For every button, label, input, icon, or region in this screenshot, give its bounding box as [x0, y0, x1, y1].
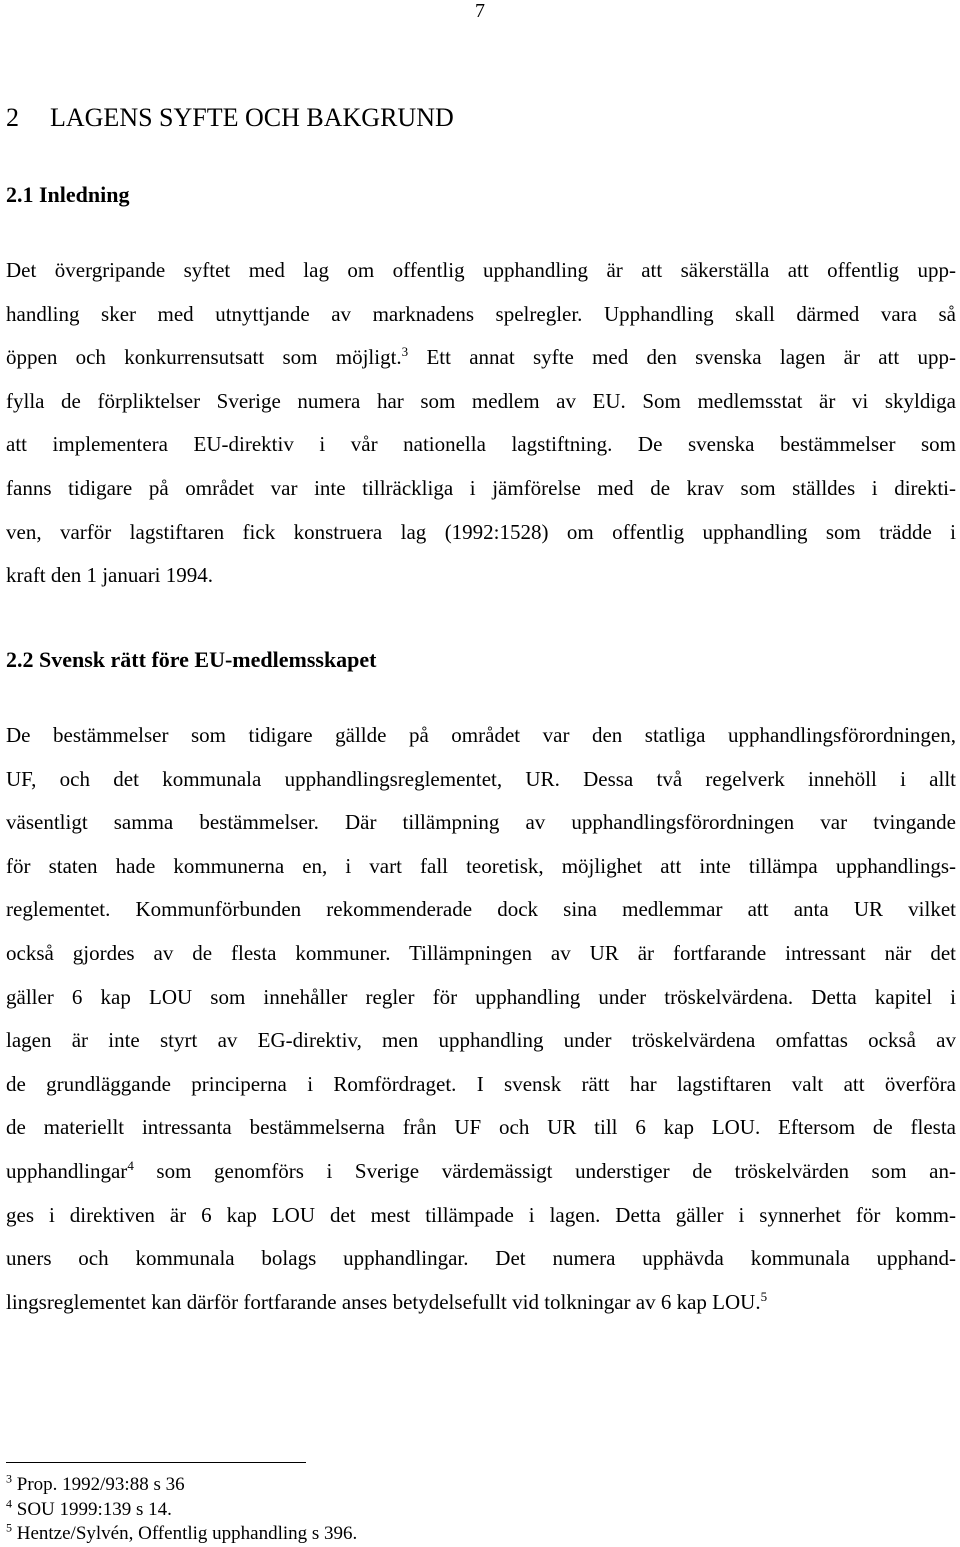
text-run: UF, och det kommunala upphandlingsreglementet, UR. Dessa två regelverk innehöll i allt	[6, 766, 956, 791]
text-line	[6, 467, 956, 511]
text-run: reglementet. Kommunförbunden rekommenderade dock sina medlemmar att anta UR vilket	[6, 897, 956, 922]
text-run: kraft den 1 januari 1994.	[6, 563, 214, 588]
text-line	[6, 1150, 956, 1194]
footnote-ref: 4	[127, 1157, 134, 1173]
text-run: handling sker med utnyttjande av marknadens spelregler. Upphandling skall därmed vara så	[6, 301, 956, 326]
text-run: uners och kommunala bolags upphandlingar. Det numera upphävda kommunala upphand-	[6, 1246, 956, 1271]
footnote-item	[6, 1473, 906, 1498]
chapter-number: 2	[6, 103, 19, 132]
text-line	[6, 293, 956, 337]
text-line	[6, 714, 956, 758]
text-run: fanns tidigare på området var inte tillräckliga i jämförelse med de krav som ställdes i direkti-	[6, 475, 956, 500]
footnote-item	[6, 1498, 906, 1523]
footnote-item	[6, 1522, 906, 1547]
text-line	[6, 336, 956, 380]
text-line	[6, 758, 956, 802]
text-run: väsentligt samma bestämmelser. Där tillämpning av upphandlingsförordningen var tvingande	[6, 810, 956, 835]
footnote-text: Hentze/Sylvén, Offentlig upphandling s 396.	[12, 1523, 358, 1544]
text-run: De bestämmelser som tidigare gällde på området var den statliga upphandlingsförordningen,	[6, 723, 956, 747]
text-line	[6, 976, 956, 1020]
paragraph-svensk-ratt	[6, 714, 956, 1324]
footnote-number: 4	[6, 1496, 12, 1511]
text-run: också gjordes av de flesta kommuner. Tillämpningen av UR är fortfarande intressant när det	[6, 940, 956, 965]
text-run: fylla de förpliktelser Sverige numera har som medlem av EU. Som medlemsstat är vi skyldiga	[6, 388, 956, 413]
text-run: upphandlingar	[6, 1158, 128, 1183]
footnote-ref: 3	[401, 344, 409, 360]
text-line	[6, 1237, 956, 1281]
text-run: de materiellt intressanta bestämmelserna från UF och UR till 6 kap LOU. Eftersom de flesta	[6, 1115, 956, 1140]
text-line	[6, 1063, 956, 1107]
chapter-title	[6, 100, 454, 136]
paragraph-inledning	[6, 249, 956, 598]
text-run: lingsreglementet kan därför fortfarande anses betydelsefullt vid tolkningar av 6 kap LOU.	[6, 1289, 761, 1314]
text-line	[6, 1281, 956, 1325]
text-line	[6, 380, 956, 424]
section-title-inledning: 2.1 Inledning	[6, 182, 130, 207]
text-line	[6, 1194, 956, 1238]
footnote-number: 5	[6, 1520, 12, 1535]
text-run: ges i direktiven är 6 kap LOU det mest tillämpade i lagen. Detta gäller i synnerhet för komm-	[6, 1202, 956, 1227]
footnote-ref: 5	[760, 1288, 768, 1304]
footnote-number: 3	[6, 1471, 12, 1486]
page-number: 7	[475, 0, 485, 22]
text-line	[6, 801, 956, 845]
text-line	[6, 423, 956, 467]
text-run: att implementera EU-direktiv i vår nationella lagstiftning. De svenska bestämmelser som	[6, 432, 956, 457]
text-line	[6, 249, 956, 293]
text-run: de grundläggande principerna i Romfördraget. I svensk rätt har lagstiftaren valt att överföra	[6, 1071, 956, 1096]
text-run: lagen är inte styrt av EG-direktiv, men upphandling under tröskelvärdena omfattas också av	[6, 1028, 956, 1053]
text-run: öppen och konkurrensutsatt som möjligt.	[6, 345, 402, 370]
text-run: gäller 6 kap LOU som innehåller regler för upphandling under tröskelvärdena. Detta kapitel i	[6, 984, 956, 1009]
chapter-title-text: LAGENS SYFTE OCH BAKGRUND	[50, 103, 454, 132]
text-line	[6, 845, 956, 889]
footnote-separator	[6, 1462, 306, 1463]
text-line	[6, 932, 956, 976]
text-run: för staten hade kommunerna en, i vart fall teoretisk, möjlighet att inte tillämpa upphandlings-	[6, 853, 956, 878]
text-line	[6, 1019, 956, 1063]
text-run: ven, varför lagstiftaren fick konstruera lag (1992:1528) om offentlig upphandling som trädde i	[6, 519, 956, 544]
text-run: som genomförs i Sverige värdemässigt understiger de tröskelvärden som an-	[133, 1158, 956, 1183]
footnote-text: SOU 1999:139 s 14.	[12, 1498, 172, 1520]
text-line	[6, 1106, 956, 1150]
text-line	[6, 554, 956, 598]
text-line	[6, 511, 956, 555]
text-line	[6, 888, 956, 932]
text-run: Det övergripande syftet med lag om offentlig upphandling är att säkerställa att offentlig upp-	[6, 258, 956, 282]
footnote-text: Prop. 1992/93:88 s 36	[12, 1474, 185, 1495]
section-title-svensk-ratt: 2.2 Svensk rätt före EU-medlemsskapet	[6, 647, 377, 672]
footnotes-list	[6, 1473, 906, 1547]
text-run: Ett annat syfte med den svenska lagen är att upp-	[408, 345, 957, 370]
